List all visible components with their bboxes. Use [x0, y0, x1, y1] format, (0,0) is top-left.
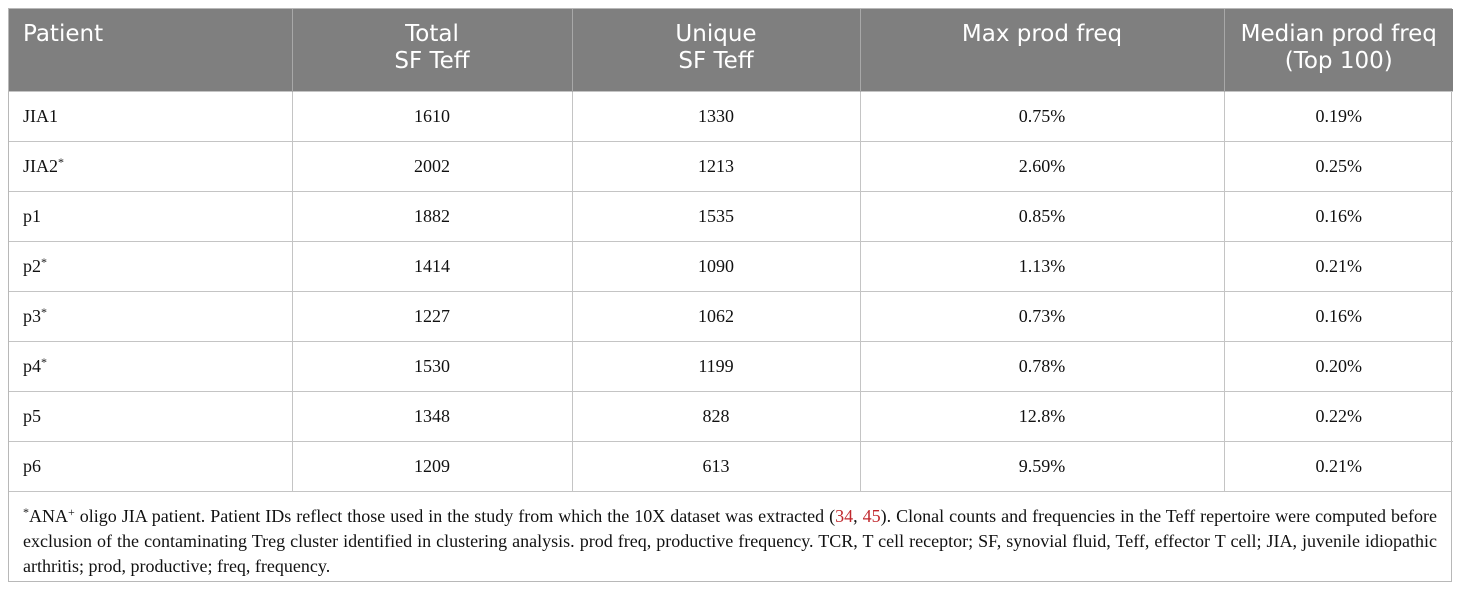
header-max-prod-freq: Max prod freq: [860, 9, 1224, 91]
cell-max-freq: 1.13%: [860, 241, 1224, 291]
cell-median-freq: 0.19%: [1224, 91, 1453, 141]
cell-median-freq: 0.25%: [1224, 141, 1453, 191]
cell-total: 1610: [292, 91, 572, 141]
cell-max-freq: 0.85%: [860, 191, 1224, 241]
header-median-prod-freq: Median prod freq (Top 100): [1224, 9, 1453, 91]
cell-total: 1530: [292, 341, 572, 391]
cell-unique: 1535: [572, 191, 860, 241]
cell-total: 1414: [292, 241, 572, 291]
table-row: [9, 391, 1453, 441]
cell-total: 1227: [292, 291, 572, 341]
table-footnote: *ANA+ oligo JIA patient. Patient IDs reflect those used in the study from which the 10X dataset was extracted (34, 45). Clonal counts and frequencies in the Teff repertoire were computed before exclusion of the contaminating Treg cluster identified in clustering analysis. prod freq, productive frequency. TCR, T cell receptor; SF, synovial fluid, Teff, effector T cell; JIA, juvenile idiopathic arthritis; prod, productive; freq, frequency.: [9, 491, 1451, 579]
cell-patient: p6: [9, 441, 292, 491]
cell-patient: p5: [9, 391, 292, 441]
cell-unique: 1213: [572, 141, 860, 191]
reference-link-45[interactable]: 45: [862, 506, 881, 526]
cell-patient: JIA2*: [9, 141, 292, 191]
reference-link-34[interactable]: 34: [835, 506, 854, 526]
cell-median-freq: 0.22%: [1224, 391, 1453, 441]
table-row: [9, 341, 1453, 391]
cell-unique: 828: [572, 391, 860, 441]
cell-unique: 1090: [572, 241, 860, 291]
cell-max-freq: 0.73%: [860, 291, 1224, 341]
header-total-sf-teff: Total SF Teff: [292, 9, 572, 91]
cell-unique: 613: [572, 441, 860, 491]
header-unique-sf-teff: Unique SF Teff: [572, 9, 860, 91]
cell-patient: JIA1: [9, 91, 292, 141]
table-container: [8, 8, 1452, 582]
cell-unique: 1062: [572, 291, 860, 341]
table-row: [9, 141, 1453, 191]
cell-total: 2002: [292, 141, 572, 191]
table-row: [9, 441, 1453, 491]
table-row: [9, 291, 1453, 341]
cell-total: 1882: [292, 191, 572, 241]
cell-unique: 1199: [572, 341, 860, 391]
data-table: [9, 9, 1453, 491]
cell-max-freq: 0.78%: [860, 341, 1224, 391]
cell-patient: p1: [9, 191, 292, 241]
table-row: [9, 191, 1453, 241]
cell-max-freq: 2.60%: [860, 141, 1224, 191]
header-row: [9, 9, 1453, 91]
cell-median-freq: 0.16%: [1224, 191, 1453, 241]
table-row: [9, 91, 1453, 141]
header-patient: Patient: [23, 21, 104, 47]
cell-median-freq: 0.21%: [1224, 441, 1453, 491]
cell-patient: p2*: [9, 241, 292, 291]
cell-patient: p3*: [9, 291, 292, 341]
cell-max-freq: 12.8%: [860, 391, 1224, 441]
cell-max-freq: 0.75%: [860, 91, 1224, 141]
cell-total: 1209: [292, 441, 572, 491]
cell-max-freq: 9.59%: [860, 441, 1224, 491]
cell-median-freq: 0.20%: [1224, 341, 1453, 391]
cell-unique: 1330: [572, 91, 860, 141]
cell-median-freq: 0.21%: [1224, 241, 1453, 291]
cell-patient: p4*: [9, 341, 292, 391]
table-row: [9, 241, 1453, 291]
cell-total: 1348: [292, 391, 572, 441]
cell-median-freq: 0.16%: [1224, 291, 1453, 341]
